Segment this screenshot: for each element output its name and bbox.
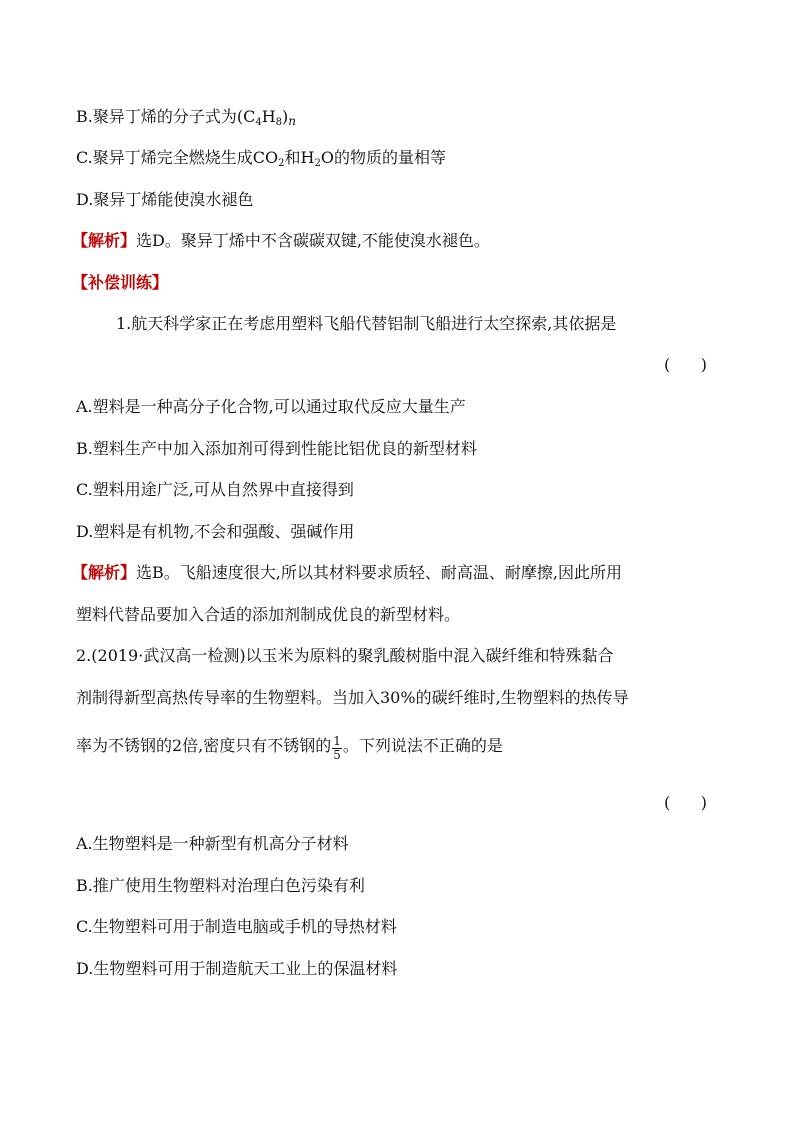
q2-stem-line3 <box>76 733 503 760</box>
q1-analysis <box>72 562 622 584</box>
q1-option-a: A.塑料是一种高分子化合物,可以通过取代反应大量生产 <box>76 397 466 416</box>
subscript-n: n <box>288 114 297 128</box>
q1-answer-paren: ( ) <box>664 355 707 374</box>
q1-stem: 1.航天科学家正在考虑用塑料飞船代替铝制飞船进行太空探索,其依据是 <box>116 314 617 333</box>
subscript: 2 <box>278 158 285 169</box>
option-text: H <box>261 107 276 126</box>
q1-option-b: B.塑料生产中加入添加剂可得到性能比铝优良的新型材料 <box>76 439 477 458</box>
q2-option-d: D.生物塑料可用于制造航天工业上的保温材料 <box>76 959 398 978</box>
analysis-text: 选B。飞船速度很大,所以其材料要求质轻、耐高温、耐摩擦,因此所用 <box>136 563 622 582</box>
stem-text: 率为不锈钢的2倍,密度只有不锈钢的 <box>76 736 332 755</box>
option-text: O的物质的量相等 <box>320 148 446 167</box>
q2-option-a: A.生物塑料是一种新型有机高分子材料 <box>76 834 349 853</box>
section-title: 【补偿训练】 <box>72 273 169 292</box>
option-text: ) <box>282 107 289 126</box>
analysis-tag: 【解析】 <box>72 231 137 250</box>
q1-analysis-cont: 塑料代替品要加入合适的添加剂制成优良的新型材料。 <box>76 605 461 624</box>
subscript: 4 <box>255 117 262 128</box>
q2-option-c: C.生物塑料可用于制造电脑或手机的导热材料 <box>76 917 397 936</box>
fraction-numerator: 1 <box>333 734 341 748</box>
q1-option-d: D.塑料是有机物,不会和强酸、强碱作用 <box>76 522 355 541</box>
prev-option-d: D.聚异丁烯能使溴水褪色 <box>76 190 254 209</box>
subscript: 2 <box>314 158 321 169</box>
q2-stem-line2: 剂制得新型高热传导率的生物塑料。当加入30%的碳纤维时,生物塑料的热传导 <box>76 688 629 707</box>
analysis-text: 选D。聚异丁烯中不含碳碳双键,不能使溴水褪色。 <box>136 231 490 250</box>
option-text: 和H <box>284 148 315 167</box>
option-text: B.聚异丁烯的分子式为(C <box>76 107 256 126</box>
fraction <box>332 735 342 762</box>
option-text: C.聚异丁烯完全燃烧生成CO <box>76 148 279 167</box>
stem-text: 。下列说法不正确的是 <box>342 736 503 755</box>
q2-stem-line1: 2.(2019·武汉高一检测)以玉米为原料的聚乳酸树脂中混入碳纤维和特殊黏合 <box>76 646 614 665</box>
prev-option-c <box>76 147 446 169</box>
prev-analysis <box>72 230 490 252</box>
q1-option-c: C.塑料用途广泛,可从自然界中直接得到 <box>76 480 354 499</box>
subscript: 8 <box>275 117 283 128</box>
fraction-denominator: 5 <box>333 748 341 762</box>
q2-option-b: B.推广使用生物塑料对治理白色污染有利 <box>76 876 365 895</box>
prev-option-b <box>76 106 296 132</box>
q2-answer-paren: ( ) <box>664 793 707 812</box>
analysis-tag: 【解析】 <box>72 563 137 582</box>
